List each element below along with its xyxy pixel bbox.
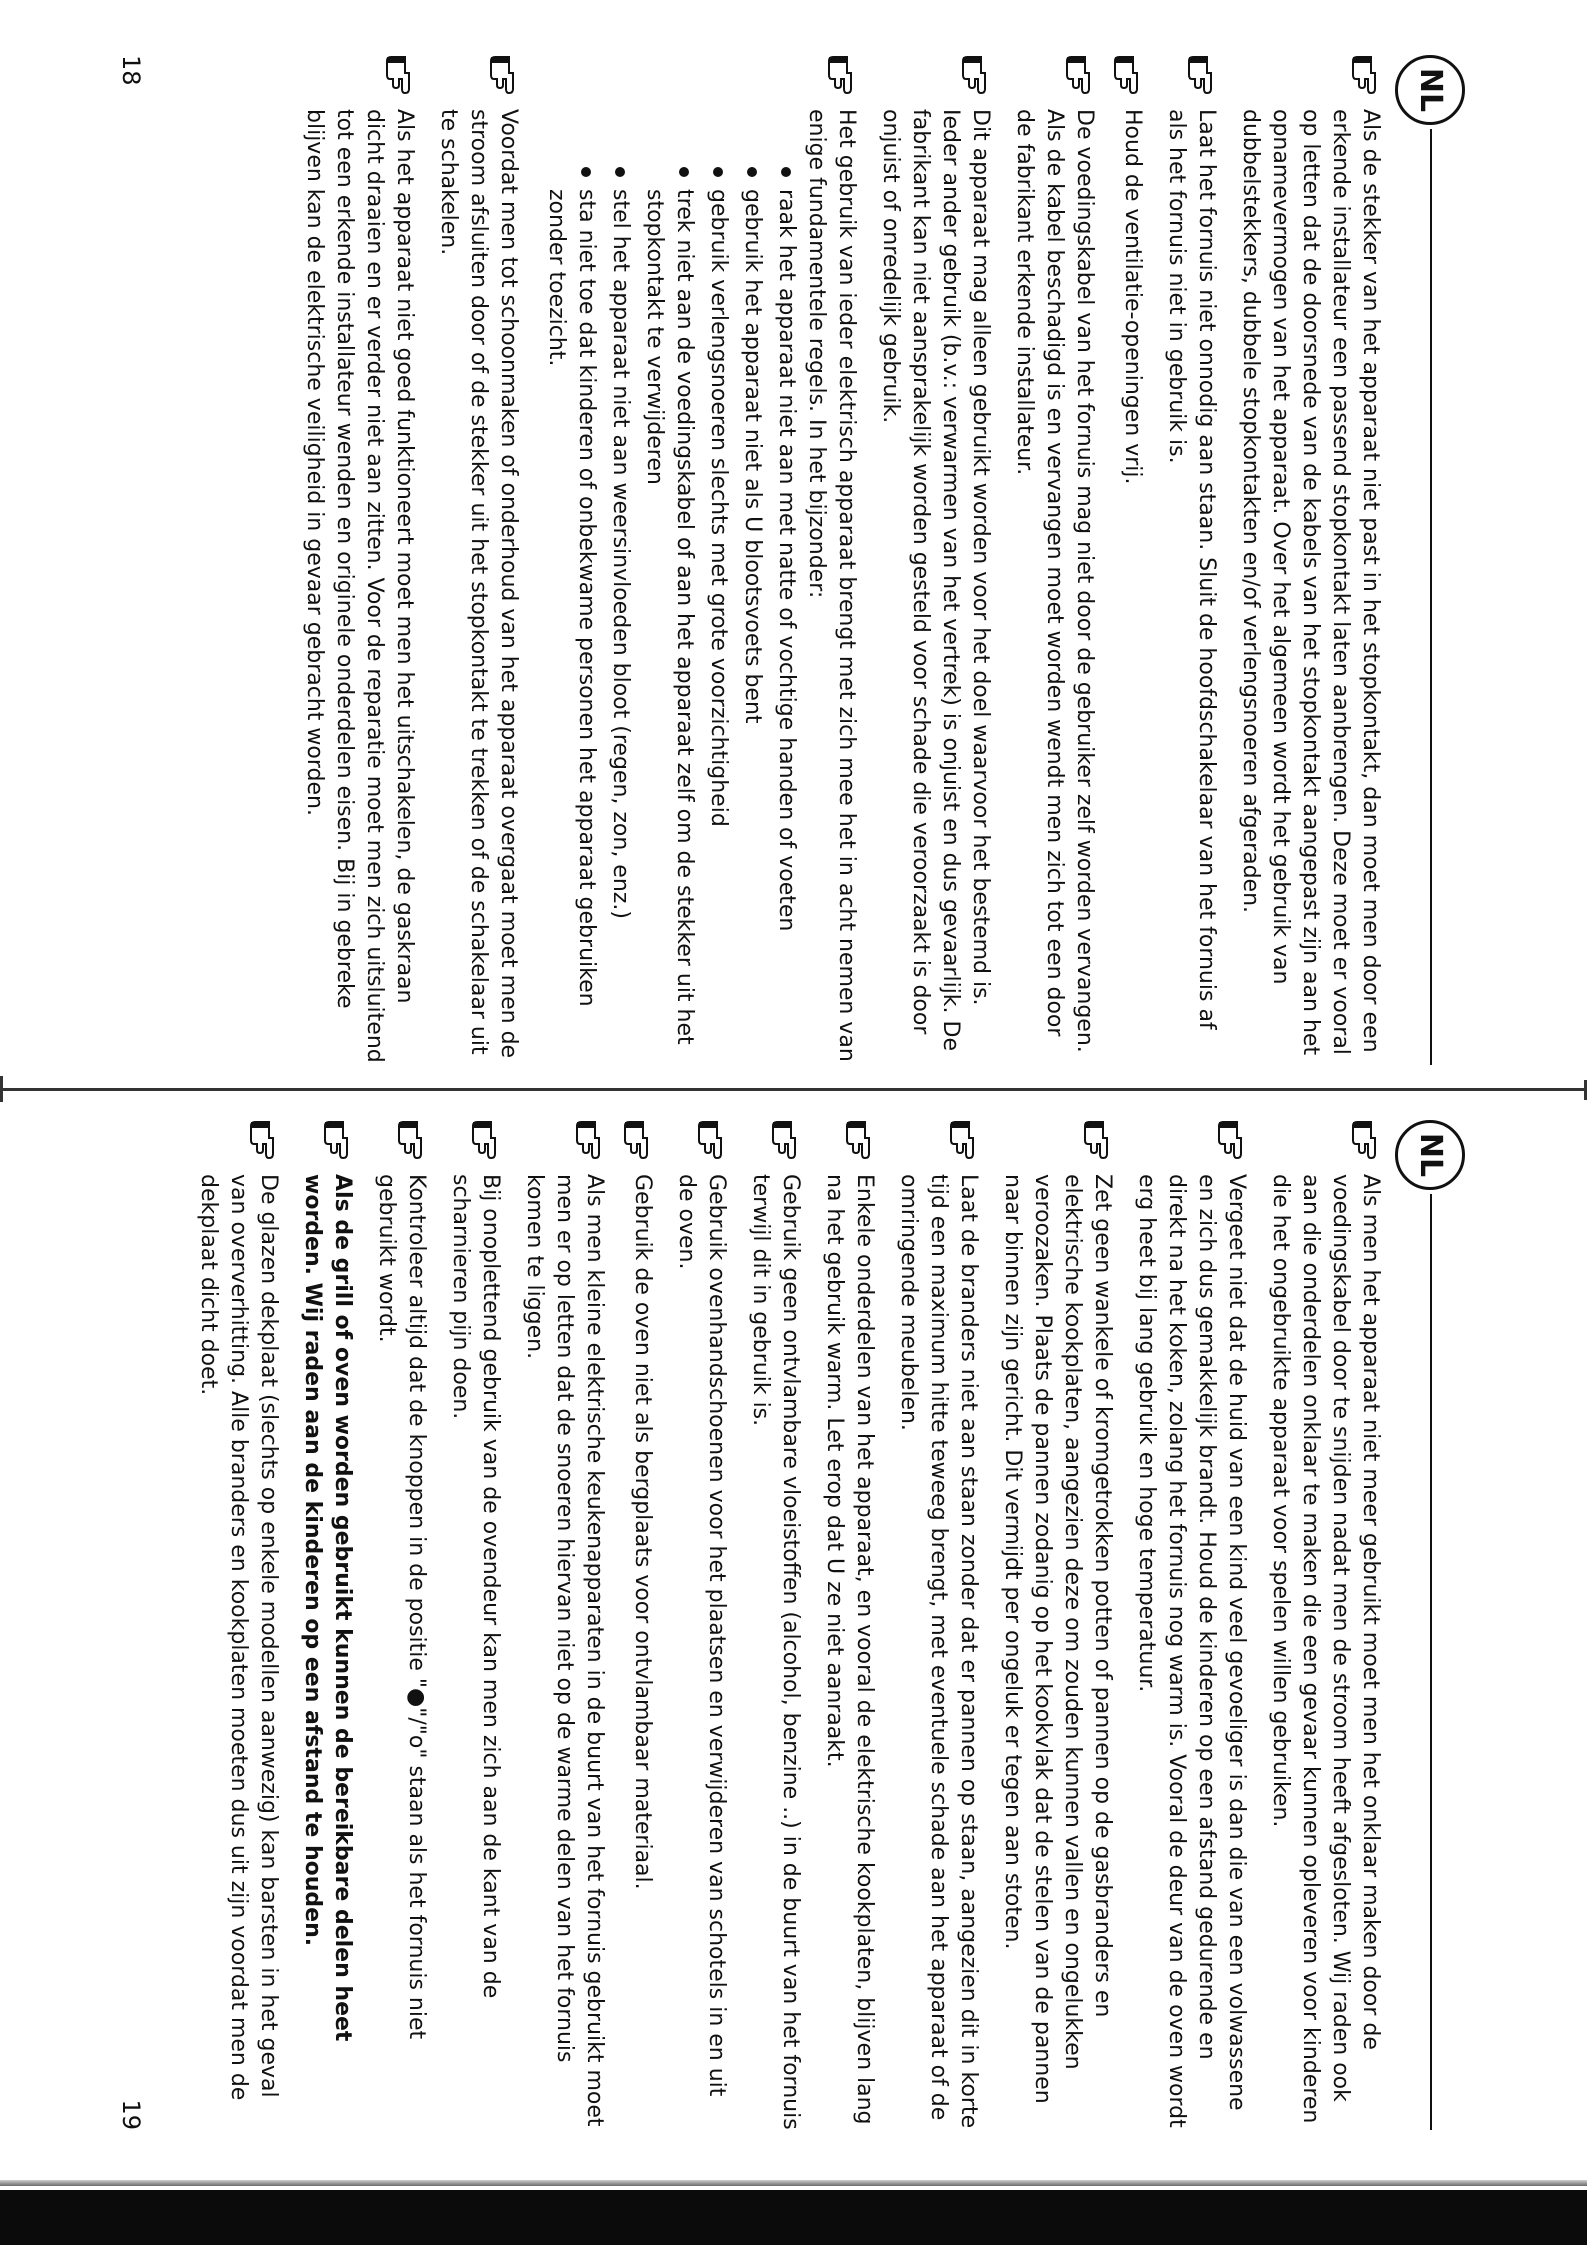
pointing-hand-icon [1065, 55, 1095, 95]
instruction-text: Als het apparaat niet goed funktioneert moet men het uitschakelen, de gaskraan dicht draaien en er verder niet aan zitten. Voor de reparatie moet men zich uitsluitend tot een erkende installateur wenden en originele onderdelen eisen. Bij in gebreke blijven kan de elektrische veiligheid in gevaar gebracht worden. [302, 109, 417, 1063]
pointing-hand-icon [489, 55, 519, 95]
instruction-text: De glazen dekplaat (slechts op enkele modellen aanwezig) kan barsten in het geval van oververhitting. Alle branders en kookplaten moeten dus uit zijn voordat men de dekplaat dicht doet. [196, 1174, 281, 2101]
page-header [1385, 1120, 1465, 2130]
page-19-content [193, 1120, 1385, 2130]
rule-list-item: trek niet aan de voedingskabel of aan het apparaat zelf om de stekker uit het stopkontakt te verwijderen [639, 163, 699, 1065]
instruction-block [1235, 55, 1385, 1065]
instruction-block [671, 1120, 731, 2130]
instruction-block [519, 1120, 609, 2130]
page-18-content [299, 55, 1385, 1065]
instruction-text: Voordat men tot schoonmaken of onderhoud van het apparaat overgaat moet men de stroom afsluiten door of de stekker uit het stopkontakt te trekken of de schakelaar uit te schakelen. [436, 109, 521, 1059]
instruction-text: Het gebruik van ieder elektrisch apparaat brengt met zich mee het in acht nemen van enige fundamentele regels. In het bijzonder: [804, 109, 859, 1062]
header-rule [1430, 129, 1432, 1065]
instruction-text: Gebruik ovenhandschoenen voor het plaatsen en verwijderen van schotels in en uit de oven. [674, 1174, 729, 2097]
instruction-block [875, 55, 995, 1065]
page-number: 18 [117, 55, 145, 86]
pointing-hand-icon [827, 55, 857, 95]
instruction-block [1113, 55, 1147, 1065]
rule-list-item: raak het apparaat niet aan met natte of vochtige handen of voeten [771, 163, 801, 1065]
instruction-block [1265, 1120, 1385, 2130]
instruction-block [1131, 1120, 1251, 2130]
page-18 [85, 55, 1465, 1065]
instruction-block [819, 1120, 879, 2130]
instruction-text: Vergeet niet dat de huid van een kind veel gevoeliger is dan die van een volwassene en zich dus gemakkelijk brandt. Houd de kinderen op een afstand gedurende en direkt na het koken, zolang het fornuis nog warm is. Vooral de deur van de oven wordt erg heet bij lang gebruik en hoge temperatuur. [1134, 1174, 1249, 2128]
instruction-text: Als de grill of oven worden gebruikt kunnen de bereikbare delen heet worden. Wij raden aan de kinderen op een afstand te houden. [300, 1174, 355, 2042]
instruction-block [745, 1120, 805, 2130]
instruction-text: Als men het apparaat niet meer gebruikt moet men het onklaar maken door de voedingskabel door te snijden nadat men de stroom heeft afgesloten. Wij raden ook aan die onderdelen onklaar te maken die een gevaar kunnen opleveren voor kinderen die het ongebruikte apparaat voor spelen willen gebruiken. [1268, 1174, 1383, 2124]
instruction-text: Laat de branders niet aan staan zonder dat er pannen op staan, aangezien dit in korte tijd een maximum hitte teweeg brengt, met eventuele schade aan het apparaat of de omringende meubelen. [896, 1174, 981, 2129]
pointing-hand-icon [1113, 55, 1143, 95]
instruction-text: Als men kleine elektrische keukenapparaten in de buurt van het fornuis gebruikt moet men er op letten dat de snoeren hiervan niet op de warme delen van het fornuis komen te liggen. [522, 1174, 607, 2127]
pointing-hand-icon [1217, 1120, 1247, 1160]
language-badge: NL [1395, 55, 1465, 125]
instruction-block [371, 1120, 431, 2130]
rule-list-item: stel het apparaat niet aan weersinvloeden bloot (regen, zon, enz.) [605, 163, 635, 1065]
fold-mark-left [0, 1076, 17, 1102]
instruction-block [433, 55, 523, 1065]
header-rule [1430, 1194, 1432, 2130]
instruction-block [997, 1120, 1117, 2130]
rule-list-item: gebruik het apparaat niet als U blootsvoets bent [737, 163, 767, 1065]
page-header [1385, 55, 1465, 1065]
instruction-block [445, 1120, 505, 2130]
instruction-text: Laat het fornuis niet onnodig aan staan. Sluit de hoofdschakelaar van het fornuis af als het fornuis niet in gebruik is. [1164, 109, 1219, 1030]
rule-list-item: gebruik verlengsnoeren slechts met grote voorzichtigheid [703, 163, 733, 1065]
instruction-text: Zet geen wankele of kromgetrokken potten of pannen op de gasbranders en elektrische kookplaten, aangezien deze om zouden kunnen vallen en ongelukken veroozaken. Plaats de pannen zodanig op het kookvlak dat de stelen van de pannen naar binnen zijn gericht. Dit vermijdt per ongeluk er tegen aan stoten. [1000, 1174, 1115, 2104]
instruction-block [1161, 55, 1221, 1065]
scanner-band [0, 2190, 1587, 2245]
pointing-hand-icon [397, 1120, 427, 1160]
instruction-text: Houd de ventilatie-openingen vrij. [1120, 109, 1145, 485]
pointing-hand-icon [1351, 1120, 1381, 1160]
pointing-hand-icon [249, 1120, 279, 1160]
instruction-block [1009, 55, 1099, 1065]
instruction-block [893, 1120, 983, 2130]
instruction-text: Gebruik de oven niet als bergplaats voor ontvlambaar materiaal. [630, 1174, 655, 1890]
instruction-text: Kontroleer altijd dat de knoppen in de positie "●"/"o" staan als het fornuis niet gebruikt wordt. [374, 1174, 429, 2040]
page-19 [85, 1120, 1465, 2130]
pointing-hand-icon [575, 1120, 605, 1160]
instruction-block [299, 55, 419, 1065]
pointing-hand-icon [471, 1120, 501, 1160]
pointing-hand-icon [845, 1120, 875, 1160]
page-fold-line [0, 1088, 1587, 1091]
rule-list [541, 109, 801, 1065]
instruction-text: Dit apparaat mag alleen gebruikt worden voor het doel waarvoor het bestemd is. Ieder ander gebruik (b.v.: verwarmen van het vertrek) is onjuist en dus gevaarlijk. De fabrikant kan niet aansprakelijk worden gesteld voor schade die veroorzaakt is door onjuist of onredelijk gebruik. [878, 109, 993, 1052]
instruction-block [193, 1120, 283, 2130]
pointing-hand-icon [697, 1120, 727, 1160]
instruction-text: Enkele onderdelen van het apparaat, en vooral de elektrische kookplaten, blijven lang na het gebruik warm. Let erop dat U ze niet aanraakt. [822, 1174, 877, 2125]
pointing-hand-icon [949, 1120, 979, 1160]
instruction-block [623, 1120, 657, 2130]
page-number: 19 [117, 2099, 145, 2130]
instruction-text: Gebruik geen ontvlambare vloeistoffen (alcohol, benzine ..) in de buurt van het fornuis terwijl dit in gebruik is. [748, 1174, 803, 2130]
pointing-hand-icon [1187, 55, 1217, 95]
instruction-block [537, 55, 861, 1065]
rule-list-item: sta niet toe dat kinderen of onbekwame personen het apparaat gebruiken zonder toezicht. [541, 163, 601, 1065]
scanner-edge [0, 2180, 1587, 2186]
pointing-hand-icon [623, 1120, 653, 1160]
pointing-hand-icon [1351, 55, 1381, 95]
fold-mark-right [1574, 1080, 1587, 1100]
instruction-text: Bij onoplettend gebruik van de ovendeur kan men zich aan de kant van de scharnieren pijn doen. [448, 1174, 503, 1999]
pointing-hand-icon [961, 55, 991, 95]
pointing-hand-icon [1083, 1120, 1113, 1160]
pointing-hand-icon [323, 1120, 353, 1160]
instruction-text: Als de stekker van het apparaat niet past in het stopkontakt, dan moet men door een erkende installateur een passend stopkontakt laten aanbrengen. Deze moet er vooral op letten dat de doorsnede van de kabels van het stopkontakt aangepast zijn aan het opnamevermogen van het apparaat. Over het algemeen wordt het gebruik van dubbelstekkers, dubbele stopkontakten en/of verlengsnoeren afgeraden. [1238, 109, 1383, 1056]
pointing-hand-icon [771, 1120, 801, 1160]
instruction-text: De voedingskabel van het fornuis mag niet door de gebruiker zelf worden vervangen. Als de kabel beschadigd is en vervangen moet worden wendt men zich tot een door de fabrikant erkende installateur. [1012, 109, 1097, 1053]
language-badge: NL [1395, 1120, 1465, 1190]
instruction-block [297, 1120, 357, 2130]
pointing-hand-icon [385, 55, 415, 95]
